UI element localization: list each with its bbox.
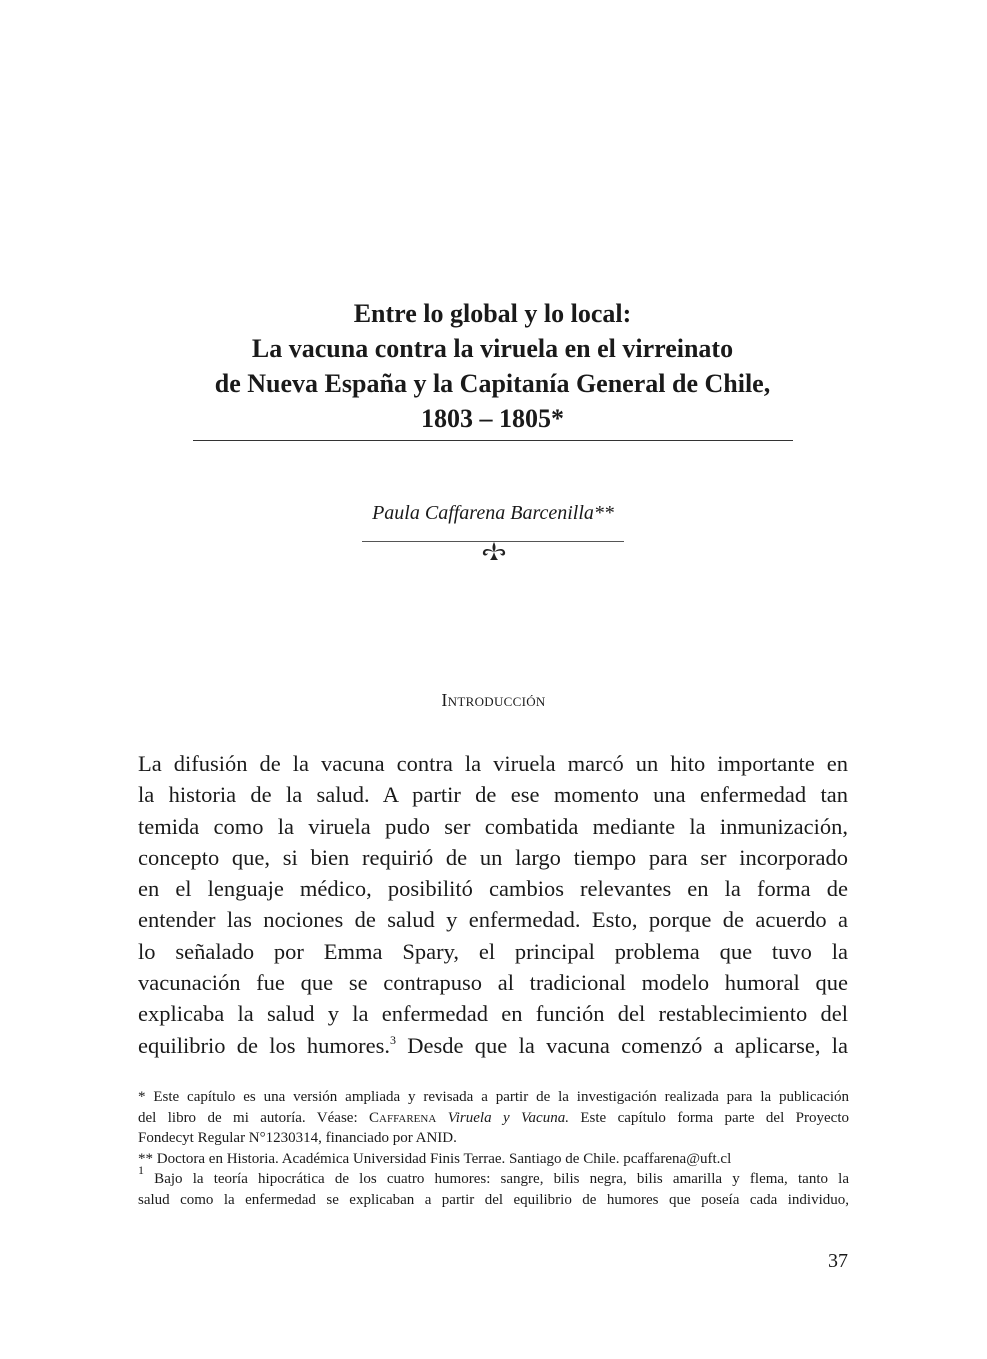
body-line: en el lenguaje médico, posibilitó cambios relevantes en la forma de (138, 876, 848, 902)
body-line: explicaba la salud y la enfermedad en función del restablecimiento del (138, 1001, 848, 1027)
footnote-author-smallcaps: Caffarena (369, 1109, 437, 1126)
body-line: vacunación fue que se contrapuso al tradicional modelo humoral que (138, 970, 848, 996)
footnote-text: Bajo la teoría hipocrática de los cuatro humores: sangre, bilis negra, bilis amarilla y flema, tanto la (144, 1171, 849, 1187)
chapter-title (190, 296, 795, 436)
section-heading: Introducción (441, 690, 546, 710)
footnote-3-line: salud como la enfermedad se explicaban a partir del equilibrio de humores que poseía cada individuo, (138, 1191, 849, 1208)
footnote-2: ** Doctora en Historia. Académica Universidad Finis Terrae. Santiago de Chile. pcaffarena@uft.cl (138, 1150, 732, 1167)
footnote-3-marker: 1 (138, 1163, 144, 1177)
body-line: lo señalado por Emma Spary, el principal problema que tuvo la (138, 938, 848, 964)
footnote-1-line: Fondecyt Regular N°1230314, financiado por ANID. (138, 1130, 457, 1146)
body-line-text: Desde que la vacuna comenzó a aplicarse, la (395, 1032, 849, 1058)
body-line: temida como la viruela pudo ser combatida mediante la inmunización, (138, 813, 848, 839)
page-number: 37 (828, 1250, 848, 1272)
footnote-1-line (138, 1108, 849, 1129)
author-name: Paula Caffarena Barcenilla** (372, 502, 614, 524)
footnote-text: del libro de mi autoría. Véase: (138, 1109, 370, 1126)
footnote-1-line: * Este capítulo es una versión ampliada y revisada a partir de la investigación realizada para la publicación (138, 1089, 849, 1105)
title-line-4: 1803 – 1805* (421, 404, 564, 433)
fleuron-ornament-icon (478, 540, 510, 562)
footnote-text: Este capítulo forma parte del Proyecto (568, 1109, 849, 1126)
body-line-text: equilibrio de los humores. (138, 1032, 390, 1058)
footnote-book-title: Viruela y Vacuna. (436, 1109, 569, 1126)
title-line-3: de Nueva España y la Capitanía General de Chile, (214, 369, 771, 398)
body-line: la historia de la salud. A partir de ese momento una enfermedad tan (138, 782, 848, 808)
title-line-1: Entre lo global y lo local: (353, 299, 632, 328)
body-paragraph (138, 748, 848, 1061)
footnote-ref-3[interactable]: 3 (389, 1032, 396, 1047)
title-divider (193, 440, 793, 441)
body-line: entender las nociones de salud y enfermedad. Esto, porque de acuerdo a (138, 907, 848, 933)
body-line (138, 1030, 848, 1061)
body-line: concepto que, si bien requirió de un largo tiempo para ser incorporado (138, 844, 848, 870)
footnote-3-line (138, 1163, 849, 1190)
title-line-2: La vacuna contra la viruela en el virreinato (251, 334, 734, 363)
body-line: La difusión de la vacuna contra la viruela marcó un hito importante en (138, 751, 848, 776)
footnotes (138, 1087, 849, 1210)
